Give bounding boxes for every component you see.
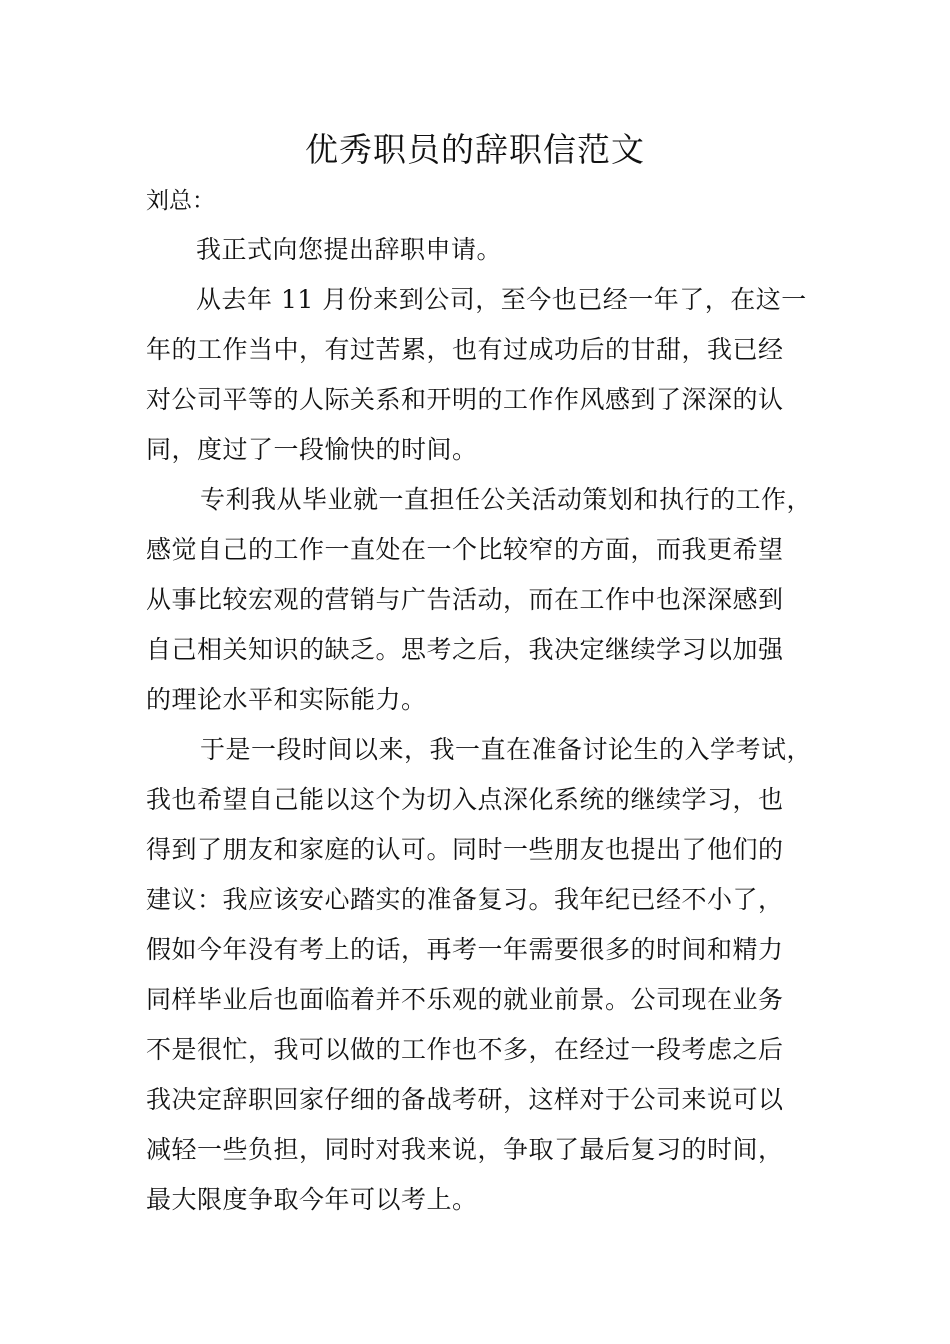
paragraph-line: 得到了朋友和家庭的认可。同时一些朋友也提出了他们的 [146,835,784,864]
paragraph-line: 减轻一些负担，同时对我来说，争取了最后复习的时间， [146,1135,784,1164]
paragraph-line: 感觉自己的工作一直处在一个比较窄的方面，而我更希望 [146,535,784,564]
paragraph-line: 我决定辞职回家仔细的备战考研，这样对于公司来说可以 [146,1085,784,1114]
paragraph-line: 的理论水平和实际能力。 [146,685,427,714]
paragraph-line: 假如今年没有考上的话，再考一年需要很多的时间和精力 [146,935,784,964]
paragraph-line: 我正式向您提出辞职申请。 [196,235,503,264]
document-title: 优秀职员的辞职信范文 [305,130,645,169]
salutation: 刘总： [146,188,215,214]
paragraph-line: 同样毕业后也面临着并不乐观的就业前景。公司现在业务 [146,985,784,1014]
paragraph-line: 建议：我应该安心踏实的准备复习。我年纪已经不小了， [146,885,784,914]
paragraph-line: 同，度过了一段愉快的时间。 [146,435,478,464]
paragraph-line: 于是一段时间以来，我一直在准备讨论生的入学考试， [200,735,813,764]
paragraph-line: 最大限度争取今年可以考上。 [146,1185,478,1214]
paragraph-line: 我也希望自己能以这个为切入点深化系统的继续学习，也 [146,785,784,814]
paragraph-line: 自己相关知识的缺乏。思考之后，我决定继续学习以加强 [146,635,784,664]
paragraph-line: 不是很忙，我可以做的工作也不多，在经过一段考虑之后 [146,1035,784,1064]
paragraph-line: 从事比较宏观的营销与广告活动，而在工作中也深深感到 [146,585,784,614]
paragraph-line: 专利我从毕业就一直担任公关活动策划和执行的工作， [200,485,813,514]
paragraph-line: 从去年 11 月份来到公司，至今也已经一年了，在这一 [196,285,807,314]
paragraph-line: 年的工作当中，有过苦累，也有过成功后的甘甜，我已经 [146,335,784,364]
paragraph-line: 对公司平等的人际关系和开明的工作作风感到了深深的认 [146,385,784,414]
